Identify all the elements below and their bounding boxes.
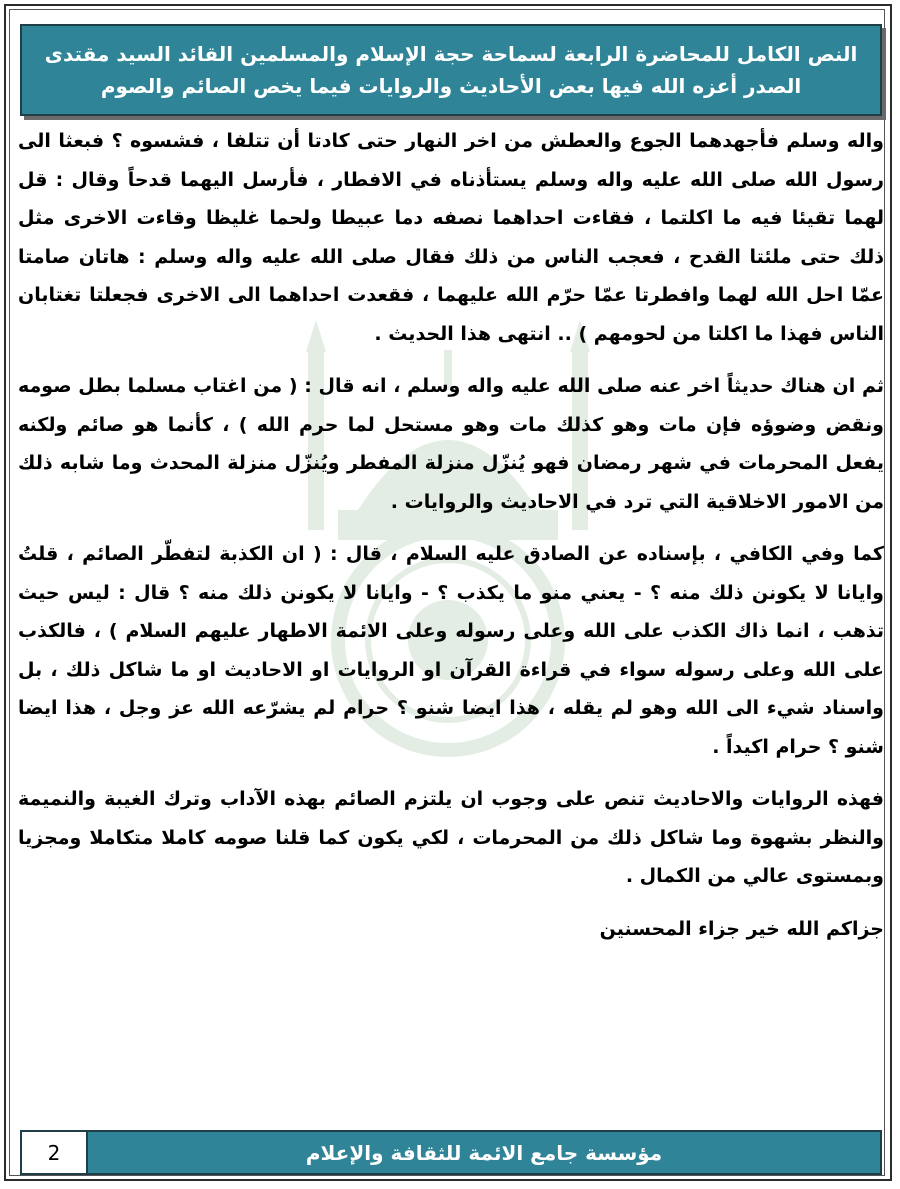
paragraph-1: واله وسلم فأجهدهما الجوع والعطش من اخر النهار حتى كادتا أن تتلفا ، فشسوه ؟ فبعثا الى رسول الله صلى الله عليه واله وسلم يستأذناه في الافطار ، فأرسل اليهما قدحاً وقال : قل لهما تقيئا فيه ما اكلتما ، فقاءت احداهما نصفه دما عبيطا ولحما غليظا وقاءت الاخرى مثل ذلك حتى ملئتا القدح ، فعجب الناس من ذلك فقال صلى الله عليه واله وسلم : هاتان صامتا عمّا احل الله لهما وافطرتا عمّا حرّم الله عليهما ، فقعدت احداهما الى الاخرى فجعلتا تغتابان الناس فهذا ما اكلتا من لحومهم ) .. انتهى هذا الحديث .	[18, 130, 884, 345]
page-number: 2	[22, 1132, 88, 1173]
title-banner	[20, 24, 882, 116]
footer-bar	[20, 1130, 882, 1175]
paragraph-4: فهذه الروايات والاحاديث تنص على وجوب ان يلتزم الصائم بهذه الآداب وترك الغيبة والنميمة والنظر بشهوة وما شاكل ذلك من المحرمات ، لكي يكون كما قلنا صومه كاملا متكاملا ومجزيا وبمستوى عالي من الكمال .	[18, 788, 884, 887]
paragraph-3: كما وفي الكافي ، بإسناده عن الصادق عليه السلام ، قال : ( ان الكذبة لتفطّر الصائم ، قلتُ وايانا لا يكونن ذلك منه ؟ - يعني منو ما يكذب ؟ - وايانا لا يكونن ذلك منه ؟ قال : ليس حيث تذهب ، انما ذاك الكذب على الله وعلى رسوله وعلى الائمة الاطهار عليهم السلام ) ، فالكذب على الله وعلى رسوله سواء في قراءة القرآن او الروايات او الاحاديث او ما شاكل ذلك ، بل واسناد شيء الى الله وهو لم يقله ، هذا ايضا شنو ؟ حرام لم يشرّعه الله عز وجل ، هذا ايضا شنو ؟ حرام اكيداً .	[18, 543, 884, 758]
title-line-1: النص الكامل للمحاضرة الرابعة لسماحة حجة الإسلام والمسلمين القائد السيد مقتدى	[44, 42, 858, 66]
title-line-2: الصدر أعزه الله فيها بعض الأحاديث والروايات فيما يخص الصائم والصوم	[100, 74, 802, 98]
closing-line: جزاكم الله خير جزاء المحسنين	[599, 917, 884, 940]
body-text	[18, 122, 884, 962]
paragraph-2: ثم ان هناك حديثاً اخر عنه صلى الله عليه واله وسلم ، انه قال : ( من اغتاب مسلما بطل صومه ونقض وضوؤه فإن مات وهو كذلك مات وهو مستحل لما حرم الله ) ، كأنما هو صائم ولكنه يفعل المحرمات في شهر رمضان فهو يُنزّل منزلة المفطر ويُنزّل منزلة المحدث وما شابه ذلك من الامور الاخلاقية التي ترد في الاحاديث والروايات .	[18, 375, 884, 513]
footer-institution: مؤسسة جامع الائمة للثقافة والإعلام	[305, 1140, 663, 1165]
